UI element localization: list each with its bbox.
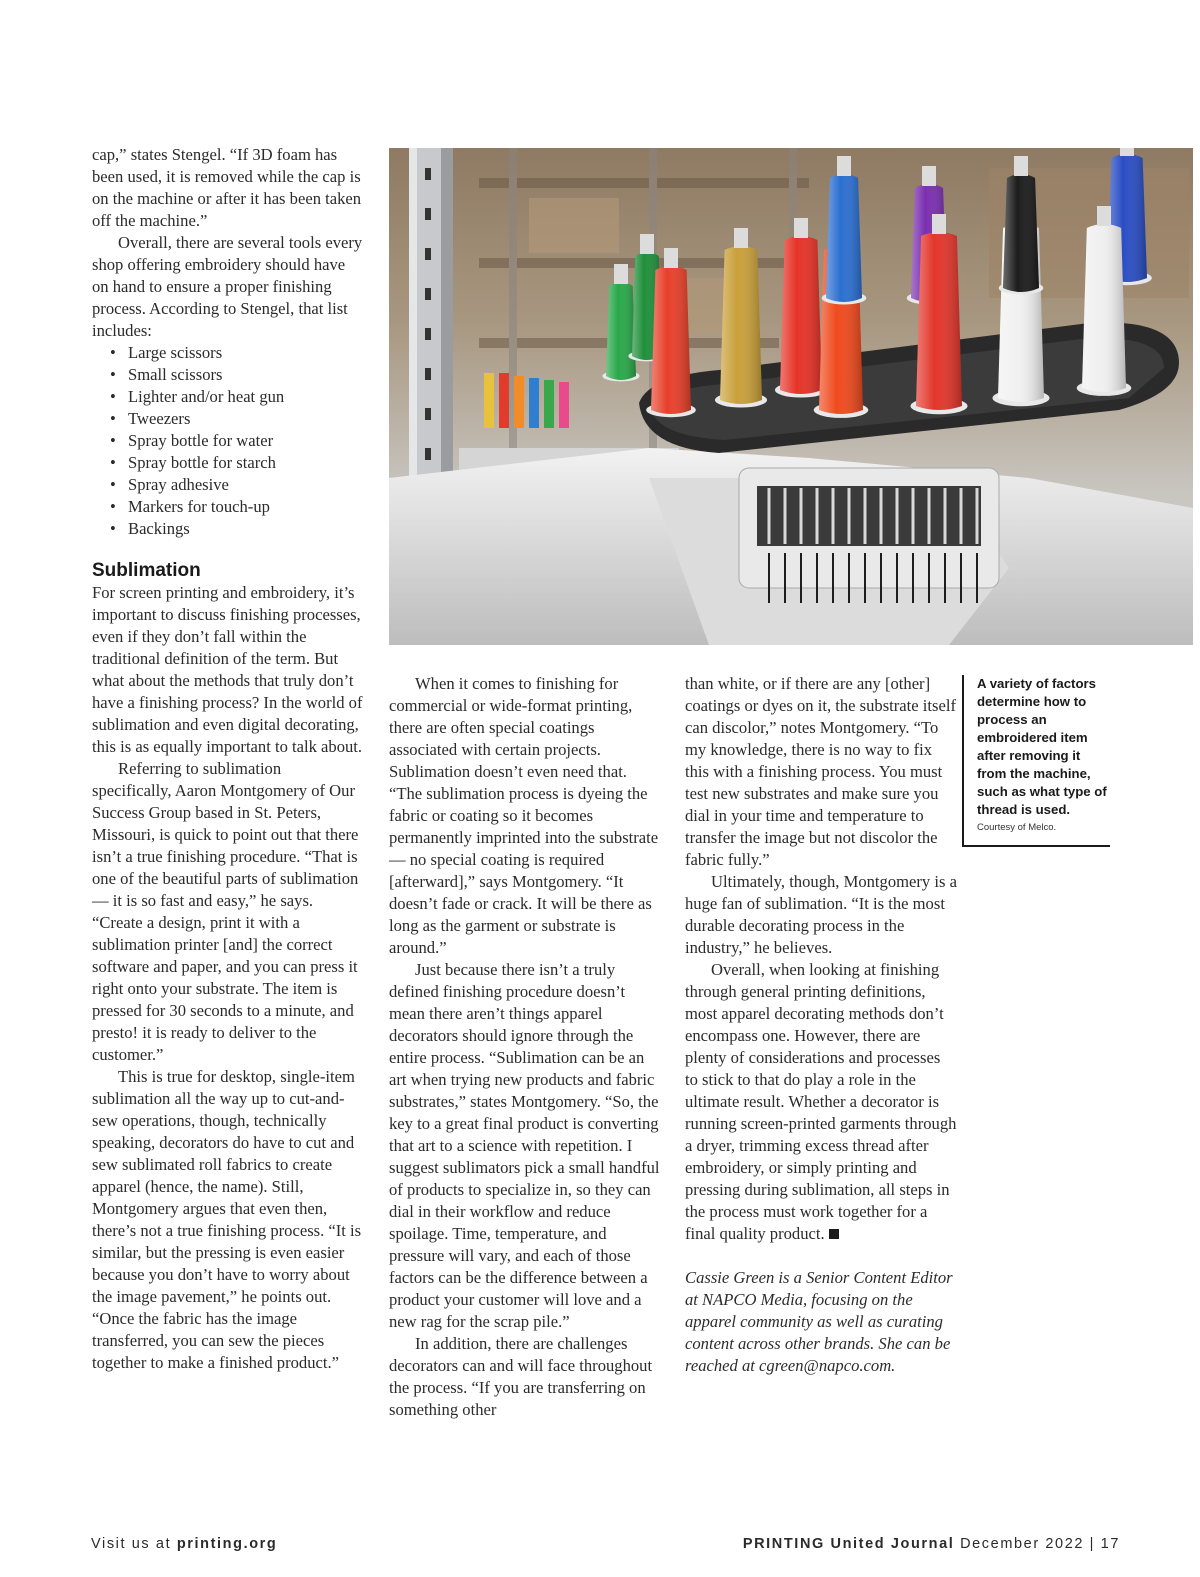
paragraph: When it comes to finishing for commercial or wide-format printing, there are often special coatings associated with certain projects. Sublimation doesn’t even need that. “The sublimation process is dyeing the fabric or coating so it becomes permanently imprinted into the substrate — no special coating is required [afterward],” says Montgomery. “It doesn’t fade or crack. It will be there as long as the garment or substrate is around.” — [389, 674, 659, 957]
section-heading: Sublimation — [92, 560, 201, 581]
caption-text: A variety of factors determine how to process an embroidered item after removing it from the machine, such as what type of thread is used. — [977, 676, 1107, 817]
paragraph: Ultimately, though, Montgomery is a huge fan of sublimation. “It is the most durable decorating process in the industry,” he believes. — [685, 872, 957, 957]
paragraph: In addition, there are challenges decorators can and will face throughout the process. “If you are transferring on something other — [389, 1334, 653, 1419]
paragraph: For screen printing and embroidery, it’s important to discuss finishing processes, even if they don’t fall within the traditional definition of the term. But what about the methods that truly don’t have a finishing process? In the world of sublimation and even digital decorating, this is as equally important to talk about. — [92, 583, 363, 756]
tools-list — [92, 342, 364, 540]
cone-shading — [780, 236, 822, 394]
footer-prefix: Visit us at — [91, 1536, 177, 1552]
cone-shading — [606, 282, 636, 380]
article-column-1 — [92, 144, 364, 1374]
paragraph — [685, 959, 957, 1245]
cone-spindle — [837, 156, 851, 176]
paragraph: cap,” states Stengel. “If 3D foam has been used, it is removed while the cap is on the machine or after it has been taken off the machine.” — [92, 145, 362, 230]
paragraph-text: Overall, when looking at finishing through general printing definitions, most apparel decorating methods don’t encompass one. However, there are plenty of considerations and processes to stick to that do play a role in the ultimate result. Whether a decorator is running screen-printed garments through a dryer, trimming excess thread after embroidery, or simply printing and pressing during sublimation, all steps in the process must work together for a final quality product. — [685, 960, 957, 1243]
list-item: • Spray bottle for water — [106, 430, 364, 452]
footer-site-link[interactable]: printing.org — [176, 1536, 278, 1552]
paragraph: than white, or if there are any [other] coatings or dyes on it, the substrate itself can discolor,” notes Montgomery. “To my knowledge, there is no way to fix this with a finishing process. You must test new substrates and make sure you dial in your time and temperature to transfer the image but not discolor the fabric fully.” — [685, 674, 956, 869]
end-mark — [829, 1229, 839, 1239]
list-item: • Markers for touch-up — [106, 496, 364, 518]
paragraph: Overall, there are several tools every shop offering embroidery should have on hand to ensure a proper finishing process. According to Stengel, that list includes: — [92, 233, 363, 340]
list-item: • Large scissors — [106, 342, 364, 364]
list-item: • Tweezers — [106, 408, 364, 430]
paragraph: Just because there isn’t a truly defined finishing procedure doesn’t mean there aren’t things apparel decorators should ignore through the entire process. “Sublimation can be an art when trying new products and fabric substrates,” states Montgomery. “So, the key to a great final product is converting that art to a science with repetition. I suggest sublimators pick a small handful of products to specialize in, so they can dial in their workflow and reduce spoilage. Time, temperature, and pressure will vary, and each of those factors can be the difference between a product your customer will love and a new rag for the scrap pile.” — [389, 960, 660, 1331]
photo-credit: Courtesy of Melco. — [977, 822, 1057, 833]
photo-illustration — [389, 148, 1193, 645]
list-item: • Backings — [106, 518, 364, 540]
cone-spindle — [794, 218, 808, 238]
photo-caption — [962, 675, 1110, 847]
footer-issue-page: December 2022 | 17 — [954, 1536, 1120, 1552]
list-item: • Spray bottle for starch — [106, 452, 364, 474]
list-item: • Lighter and/or heat gun — [106, 386, 364, 408]
cone-spindle — [640, 234, 654, 254]
cone-shading — [651, 266, 691, 414]
paragraph: Referring to sublimation specifically, Aaron Montgomery of Our Success Group based in St. Peters, Missouri, is quick to point out that there isn’t a true finishing procedure. “That is one of the beautiful parts of sublimation — it is so fast and easy,” he says. “Create a design, print it with a sublimation printer [and] the correct software and paper, and you can press it right onto your substrate. The item is pressed for 30 seconds to a minute, and presto! it is ready to deliver to the customer.” — [92, 759, 359, 1064]
embroidery-machine-photo — [389, 148, 1193, 645]
cone-shading — [720, 246, 762, 404]
cone-spindle — [664, 248, 678, 268]
cone-shading — [1003, 174, 1039, 292]
list-item: • Spray adhesive — [106, 474, 364, 496]
cone-spindle — [1097, 206, 1111, 226]
cone-spindle — [932, 214, 946, 234]
cone-spindle — [922, 166, 936, 186]
cone-shading — [826, 174, 862, 302]
author-bio: Cassie Green is a Senior Content Editor at NAPCO Media, focusing on the apparel community as well as curating content across other brands. She can be reached at cgreen@napco.com. — [685, 1268, 953, 1375]
cone-spindle — [1120, 148, 1134, 156]
cone-shading — [916, 232, 962, 410]
article-column-2 — [389, 673, 661, 1421]
cone-shading — [1082, 224, 1126, 392]
list-item: • Small scissors — [106, 364, 364, 386]
cone-spindle — [614, 264, 628, 284]
footer-right — [743, 1536, 1120, 1552]
footer-left — [91, 1536, 277, 1552]
cone-spindle — [1014, 156, 1028, 176]
paragraph: This is true for desktop, single-item sublimation all the way up to cut-and-sew operations, though, technically speaking, decorators do have to cut and sew sublimated roll fabrics to create apparel (hence, the name). Still, Montgomery argues that even then, there’s not a true finishing process. “It is similar, but the pressing is even easier because you don’t have to worry about the image pavement,” he points out. “Once the fabric has the image transferred, you can sew the pieces together to make a finished product.” — [92, 1067, 362, 1372]
article-column-3 — [685, 673, 957, 1377]
footer-brand: PRINTING United Journal — [742, 1536, 955, 1552]
cone-spindle — [734, 228, 748, 248]
